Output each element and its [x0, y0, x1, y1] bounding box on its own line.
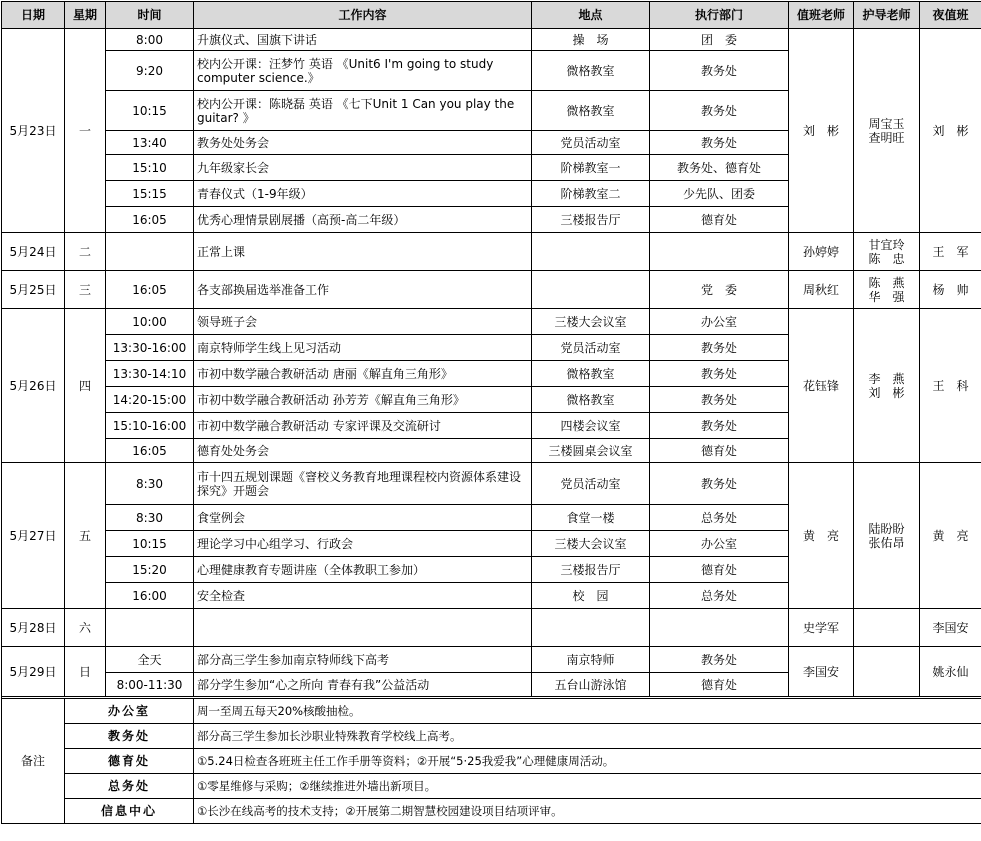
patrol-teachers [854, 233, 920, 271]
duty-teacher: 史学军 [789, 609, 854, 647]
event-dept: 教务处 [650, 51, 789, 91]
event-time: 16:05 [106, 439, 194, 463]
event-place: 微格教室 [532, 91, 650, 131]
note-row [2, 724, 981, 749]
night-duty: 王 科 [920, 309, 981, 463]
event-time: 13:30-16:00 [106, 335, 194, 361]
note-row [2, 699, 981, 724]
day-date: 5月23日 [2, 29, 65, 233]
schedule-table [1, 1, 981, 824]
event-place: 阶梯教室一 [532, 155, 650, 181]
event-content: 市初中数学融合教研活动 唐丽《解直角三角形》 [194, 361, 532, 387]
patrol-teacher-name: 李 燕 [868, 371, 905, 386]
schedule-row [2, 233, 981, 271]
header-date: 日期 [2, 2, 65, 29]
event-time: 14:20-15:00 [106, 387, 194, 413]
schedule-row [2, 29, 981, 51]
note-dept: 总务处 [65, 774, 194, 799]
event-time: 8:30 [106, 463, 194, 505]
event-content: 心理健康教育专题讲座（全体教职工参加） [194, 557, 532, 583]
night-duty: 姚永仙 [920, 647, 981, 697]
event-time: 16:05 [106, 207, 194, 233]
event-content: 升旗仪式、国旗下讲话 [194, 29, 532, 51]
schedule-row [2, 309, 981, 335]
event-content: 市初中数学融合教研活动 孙芳芳《解直角三角形》 [194, 387, 532, 413]
event-dept: 党 委 [650, 271, 789, 309]
event-place: 三楼大会议室 [532, 309, 650, 335]
patrol-teacher-name: 华 强 [868, 289, 905, 304]
header-weekday: 星期 [65, 2, 106, 29]
event-time: 15:15 [106, 181, 194, 207]
header-time: 时间 [106, 2, 194, 29]
event-place: 微格教室 [532, 387, 650, 413]
duty-teacher: 李国安 [789, 647, 854, 697]
patrol-teacher-name: 陈 忠 [868, 251, 905, 266]
event-time: 10:00 [106, 309, 194, 335]
duty-teacher: 黄 亮 [789, 463, 854, 609]
note-dept: 教务处 [65, 724, 194, 749]
day-weekday: 五 [65, 463, 106, 609]
schedule-row [2, 609, 981, 647]
event-place: 党员活动室 [532, 335, 650, 361]
event-dept: 教务处 [650, 335, 789, 361]
duty-teacher: 刘 彬 [789, 29, 854, 233]
note-dept: 办公室 [65, 699, 194, 724]
event-place: 微格教室 [532, 51, 650, 91]
event-time: 13:40 [106, 131, 194, 155]
event-content: 校内公开课：汪梦竹 英语 《Unit6 I'm going to study computer science.》 [194, 51, 532, 91]
header-place: 地点 [532, 2, 650, 29]
event-content: 校内公开课：陈晓磊 英语 《七下Unit 1 Can you play the guitar? 》 [194, 91, 532, 131]
note-text: 周一至周五每天20%核酸抽检。 [194, 699, 981, 724]
schedule-row [2, 463, 981, 505]
event-place: 操 场 [532, 29, 650, 51]
patrol-teacher-name: 甘宜玲 [868, 237, 905, 252]
day-weekday: 二 [65, 233, 106, 271]
event-place: 五台山游泳馆 [532, 673, 650, 697]
event-time: 8:00-11:30 [106, 673, 194, 697]
event-place: 校 园 [532, 583, 650, 609]
event-place: 微格教室 [532, 361, 650, 387]
event-time: 15:10 [106, 155, 194, 181]
event-dept: 德育处 [650, 673, 789, 697]
event-dept: 德育处 [650, 207, 789, 233]
event-time [106, 233, 194, 271]
event-dept: 办公室 [650, 531, 789, 557]
event-dept: 总务处 [650, 583, 789, 609]
event-dept: 团 委 [650, 29, 789, 51]
night-duty: 王 军 [920, 233, 981, 271]
event-content: 市十四五规划课题《窨校义务教育地理课程校内资源体系建设探究》开题会 [194, 463, 532, 505]
event-time: 15:20 [106, 557, 194, 583]
event-time: 10:15 [106, 531, 194, 557]
event-place: 三楼报告厅 [532, 557, 650, 583]
header-duty: 值班老师 [789, 2, 854, 29]
schedule-row [2, 647, 981, 673]
day-date: 5月26日 [2, 309, 65, 463]
note-row [2, 749, 981, 774]
patrol-teacher-name: 周宝玉 [868, 116, 905, 131]
night-duty: 黄 亮 [920, 463, 981, 609]
night-duty: 刘 彬 [920, 29, 981, 233]
event-content: 市初中数学融合教研活动 专家评课及交流研讨 [194, 413, 532, 439]
duty-teacher: 花钰锋 [789, 309, 854, 463]
event-dept: 教务处 [650, 413, 789, 439]
day-weekday: 一 [65, 29, 106, 233]
night-duty: 杨 帅 [920, 271, 981, 309]
event-content: 南京特师学生线上见习活动 [194, 335, 532, 361]
patrol-teachers [854, 647, 920, 697]
day-date: 5月28日 [2, 609, 65, 647]
event-content: 部分学生参加“心之所向 青春有我”公益活动 [194, 673, 532, 697]
day-date: 5月29日 [2, 647, 65, 697]
event-place: 三楼大会议室 [532, 531, 650, 557]
event-dept: 教务处 [650, 647, 789, 673]
event-content: 教务处处务会 [194, 131, 532, 155]
event-content: 领导班子会 [194, 309, 532, 335]
event-time: 10:15 [106, 91, 194, 131]
note-dept: 德育处 [65, 749, 194, 774]
event-content: 青春仪式（1-9年级） [194, 181, 532, 207]
day-date: 5月27日 [2, 463, 65, 609]
event-place: 党员活动室 [532, 131, 650, 155]
duty-teacher: 周秋红 [789, 271, 854, 309]
patrol-teacher-name: 张佑昂 [868, 535, 905, 550]
event-content: 德育处处务会 [194, 439, 532, 463]
event-place [532, 609, 650, 647]
event-dept: 总务处 [650, 505, 789, 531]
event-time: 9:20 [106, 51, 194, 91]
day-weekday: 四 [65, 309, 106, 463]
event-place: 党员活动室 [532, 463, 650, 505]
event-place [532, 271, 650, 309]
event-time: 8:00 [106, 29, 194, 51]
event-time: 全天 [106, 647, 194, 673]
note-text: ①长沙在线高考的技术支持；②开展第二期智慧校园建设项目结项评审。 [194, 799, 981, 824]
event-place [532, 233, 650, 271]
header-patrol: 护导老师 [854, 2, 920, 29]
event-content [194, 609, 532, 647]
header-content: 工作内容 [194, 2, 532, 29]
event-content: 九年级家长会 [194, 155, 532, 181]
event-dept: 德育处 [650, 439, 789, 463]
event-content: 安全检查 [194, 583, 532, 609]
event-place: 食堂一楼 [532, 505, 650, 531]
event-dept: 教务处、德育处 [650, 155, 789, 181]
event-time: 16:05 [106, 271, 194, 309]
event-dept: 教务处 [650, 131, 789, 155]
event-dept: 教务处 [650, 463, 789, 505]
day-date: 5月25日 [2, 271, 65, 309]
event-content: 优秀心理情景剧展播（高预-高二年级） [194, 207, 532, 233]
schedule-row [2, 271, 981, 309]
day-weekday: 日 [65, 647, 106, 697]
event-content: 食堂例会 [194, 505, 532, 531]
patrol-teachers [854, 271, 920, 309]
patrol-teachers [854, 309, 920, 463]
event-place: 四楼会议室 [532, 413, 650, 439]
event-dept [650, 233, 789, 271]
note-text: ①零星维修与采购；②继续推进外墙出新项目。 [194, 774, 981, 799]
event-time: 16:00 [106, 583, 194, 609]
event-dept: 德育处 [650, 557, 789, 583]
day-date: 5月24日 [2, 233, 65, 271]
patrol-teacher-name: 刘 彬 [868, 385, 905, 400]
header-dept: 执行部门 [650, 2, 789, 29]
event-dept: 教务处 [650, 387, 789, 413]
patrol-teachers [854, 29, 920, 233]
note-text: ①5.24日检查各班班主任工作手册等资料；②开展“5·25我爱我”心理健康周活动。 [194, 749, 981, 774]
event-time: 15:10-16:00 [106, 413, 194, 439]
patrol-teachers [854, 463, 920, 609]
event-content: 部分高三学生参加南京特师线下高考 [194, 647, 532, 673]
day-weekday: 三 [65, 271, 106, 309]
notes-label: 备注 [2, 699, 65, 824]
patrol-teachers [854, 609, 920, 647]
event-place: 阶梯教室二 [532, 181, 650, 207]
note-dept: 信息中心 [65, 799, 194, 824]
note-text: 部分高三学生参加长沙职业特殊教育学校线上高考。 [194, 724, 981, 749]
event-time: 8:30 [106, 505, 194, 531]
note-row [2, 799, 981, 824]
event-content: 理论学习中心组学习、行政会 [194, 531, 532, 557]
event-dept [650, 609, 789, 647]
event-dept: 教务处 [650, 361, 789, 387]
event-place: 三楼圆桌会议室 [532, 439, 650, 463]
event-dept: 教务处 [650, 91, 789, 131]
duty-teacher: 孙婷婷 [789, 233, 854, 271]
event-place: 三楼报告厅 [532, 207, 650, 233]
event-content: 正常上课 [194, 233, 532, 271]
header-row [2, 2, 981, 29]
patrol-teacher-name: 陈 燕 [868, 275, 905, 290]
note-row [2, 774, 981, 799]
event-time [106, 609, 194, 647]
patrol-teacher-name: 陆盼盼 [868, 521, 905, 536]
event-time: 13:30-14:10 [106, 361, 194, 387]
event-content: 各支部换届选举准备工作 [194, 271, 532, 309]
event-dept: 办公室 [650, 309, 789, 335]
night-duty: 李国安 [920, 609, 981, 647]
event-dept: 少先队、团委 [650, 181, 789, 207]
patrol-teacher-name: 查明旺 [868, 130, 905, 145]
header-night: 夜值班 [920, 2, 981, 29]
event-place: 南京特师 [532, 647, 650, 673]
day-weekday: 六 [65, 609, 106, 647]
